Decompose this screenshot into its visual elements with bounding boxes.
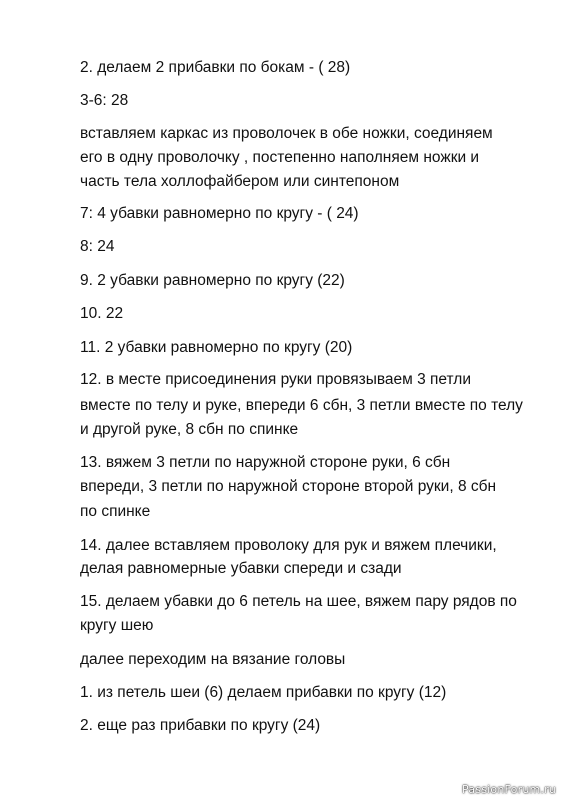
text-line: по спинке [80,503,151,520]
text-line: кругу шею [80,617,154,634]
text-line: 1. из петель шеи (6) делаем прибавки по кругу (12) [80,684,447,701]
text-line: далее переходим на вязание головы [80,651,346,668]
text-line: 3-6: 28 [80,92,129,109]
text-line: 2. еще раз прибавки по кругу (24) [80,717,321,734]
text-line: 10. 22 [80,305,124,322]
text-line: 11. 2 убавки равномерно по кругу (20) [80,339,353,356]
text-line: и другой руке, 8 сбн по спинке [80,421,299,438]
text-line: 9. 2 убавки равномерно по кругу (22) [80,272,345,289]
text-line: часть тела холлофайбером или синтепоном [80,173,400,190]
text-line: 2. делаем 2 прибавки по бокам - ( 28) [80,59,351,76]
text-line: 15. делаем убавки до 6 петель на шее, вяжем пару рядов по [80,593,517,610]
text-line: 12. в месте присоединения руки провязываем 3 петли [80,371,471,388]
text-line: вставляем каркас из проволочек в обе ножки, соединяем [80,125,493,142]
text-line: вместе по телу и руке, впереди 6 сбн, 3 петли вместе по телу [80,397,523,414]
watermark-text: PassionForum.ru [462,783,556,796]
text-line: 13. вяжем 3 петли по наружной стороне руки, 6 сбн [80,454,451,471]
text-line: 7: 4 убавки равномерно по кругу - ( 24) [80,205,359,222]
text-line: 14. далее вставляем проволоку для рук и вяжем плечики, [80,537,497,554]
text-line: делая равномерные убавки спереди и сзади [80,560,402,577]
text-line: его в одну проволочку , постепенно наполняем ножки и [80,149,480,166]
text-line: впереди, 3 петли по наружной стороне второй руки, 8 сбн [80,478,497,495]
text-line: 8: 24 [80,238,115,255]
